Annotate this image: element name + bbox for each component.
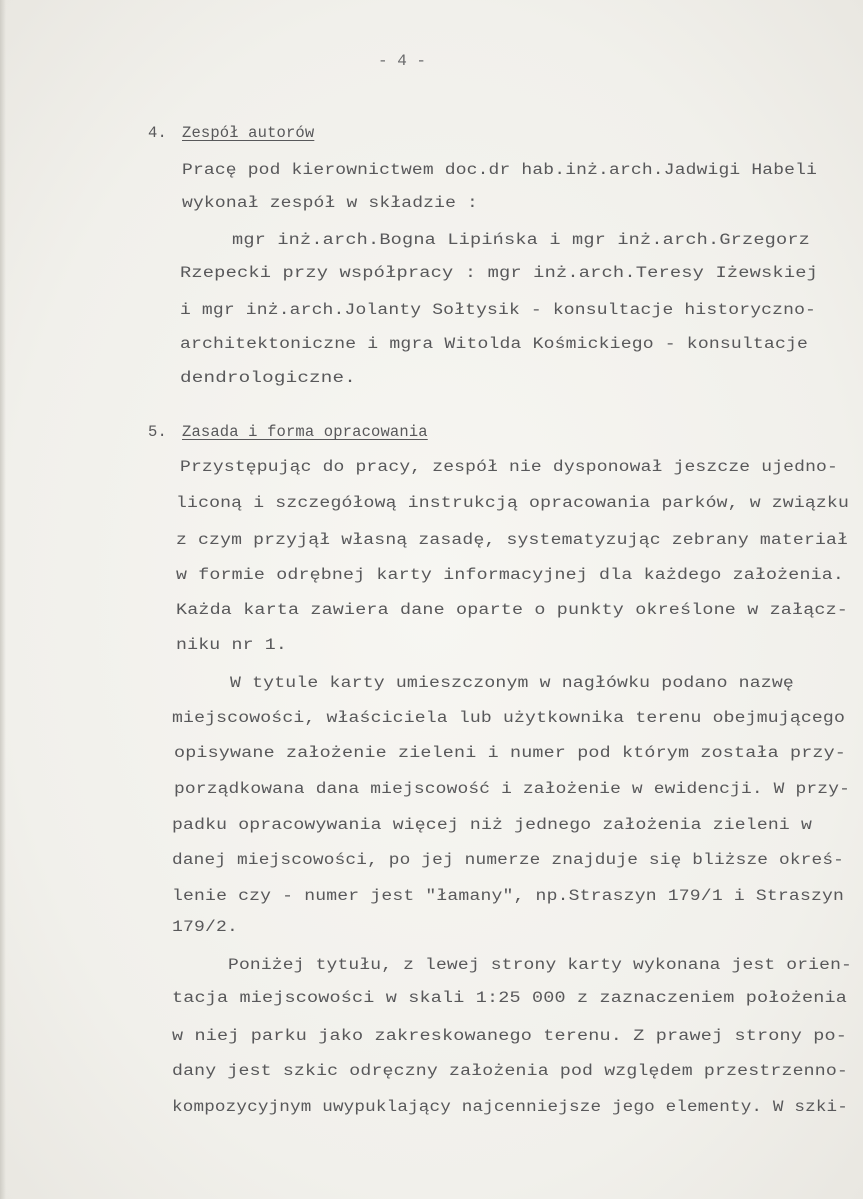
section-5-line: danej miejscowości, po jej numerze znajduje się bliższe okreś-	[172, 851, 845, 869]
section-5-line: porządkowana dana miejscowość i założenie w ewidencji. W przy-	[174, 780, 851, 798]
section-4-line: wykonał zespół w składzie :	[182, 194, 479, 212]
section-4-line: Pracę pod kierownictwem doc.dr hab.inż.arch.Jadwigi Habeli	[182, 161, 818, 179]
section-5-line: w formie odrębnej karty informacyjnej dla każdego założenia.	[176, 566, 844, 584]
section-4-heading: Zespół autorów	[182, 124, 315, 142]
section-5-line: Poniżej tytułu, z lewej strony karty wykonana jest orien-	[228, 956, 852, 974]
section-5-line: miejscowości, właściciela lub użytkownika terenu obejmującego	[172, 709, 846, 727]
section-5-number: 5.	[148, 423, 167, 441]
section-4-line: i mgr inż.arch.Jolanty Sołtysik - konsultacje historyczno-	[180, 301, 817, 319]
section-5-heading: Zasada i forma opracowania	[182, 423, 428, 441]
section-5-line: opisywane założenie zieleni i numer pod którym została przy-	[174, 744, 847, 762]
section-5-line: W tytule karty umieszczonym w nagłówku podano nazwę	[230, 674, 794, 692]
section-4-line: architektoniczne i mgra Witolda Kośmickiego - konsultacje	[180, 335, 809, 353]
page-number: - 4 -	[378, 52, 427, 70]
section-4-line: mgr inż.arch.Bogna Lipińska i mgr inż.arch.Grzegorz	[232, 231, 811, 249]
section-5-line: Każda karta zawiera dane oparte o punkty określone w załącz-	[176, 601, 849, 619]
scan-edge-shadow	[0, 0, 6, 1199]
section-5-line: w niej parku jako zakreskowanego terenu. Z prawej strony po-	[172, 1027, 848, 1045]
section-5-line: Przystępując do pracy, zespół nie dysponował jeszcze ujedno-	[180, 458, 838, 476]
section-4-line: Rzepecki przy współpracy : mgr inż.arch.Teresy Iżewskiej	[180, 264, 819, 282]
section-5-line: z czym przyjął własną zasadę, systematyzując zebrany materiał	[176, 531, 849, 549]
section-5-line: lenie czy - numer jest "łamany", np.Straszyn 179/1 i Straszyn	[172, 887, 845, 905]
section-4-number: 4.	[148, 124, 167, 142]
section-5-line: 179/2.	[172, 918, 238, 936]
section-5-line: tacja miejscowości w skali 1:25 000 z zaznaczeniem położenia	[172, 989, 848, 1007]
section-5-line: liconą i szczegółową instrukcją opracowania parków, w związku	[176, 494, 850, 512]
section-4-line: dendrologiczne.	[180, 369, 356, 387]
section-5-line: niku nr 1.	[176, 636, 287, 654]
section-5-line: dany jest szkic odręczny założenia pod względem przestrzenno-	[172, 1062, 849, 1080]
section-5-line: kompozycyjnym uwypuklający najcenniejsze jego elementy. W szki-	[172, 1098, 849, 1116]
section-5-line: padku opracowywania więcej niż jednego założenia zieleni w	[172, 816, 813, 834]
